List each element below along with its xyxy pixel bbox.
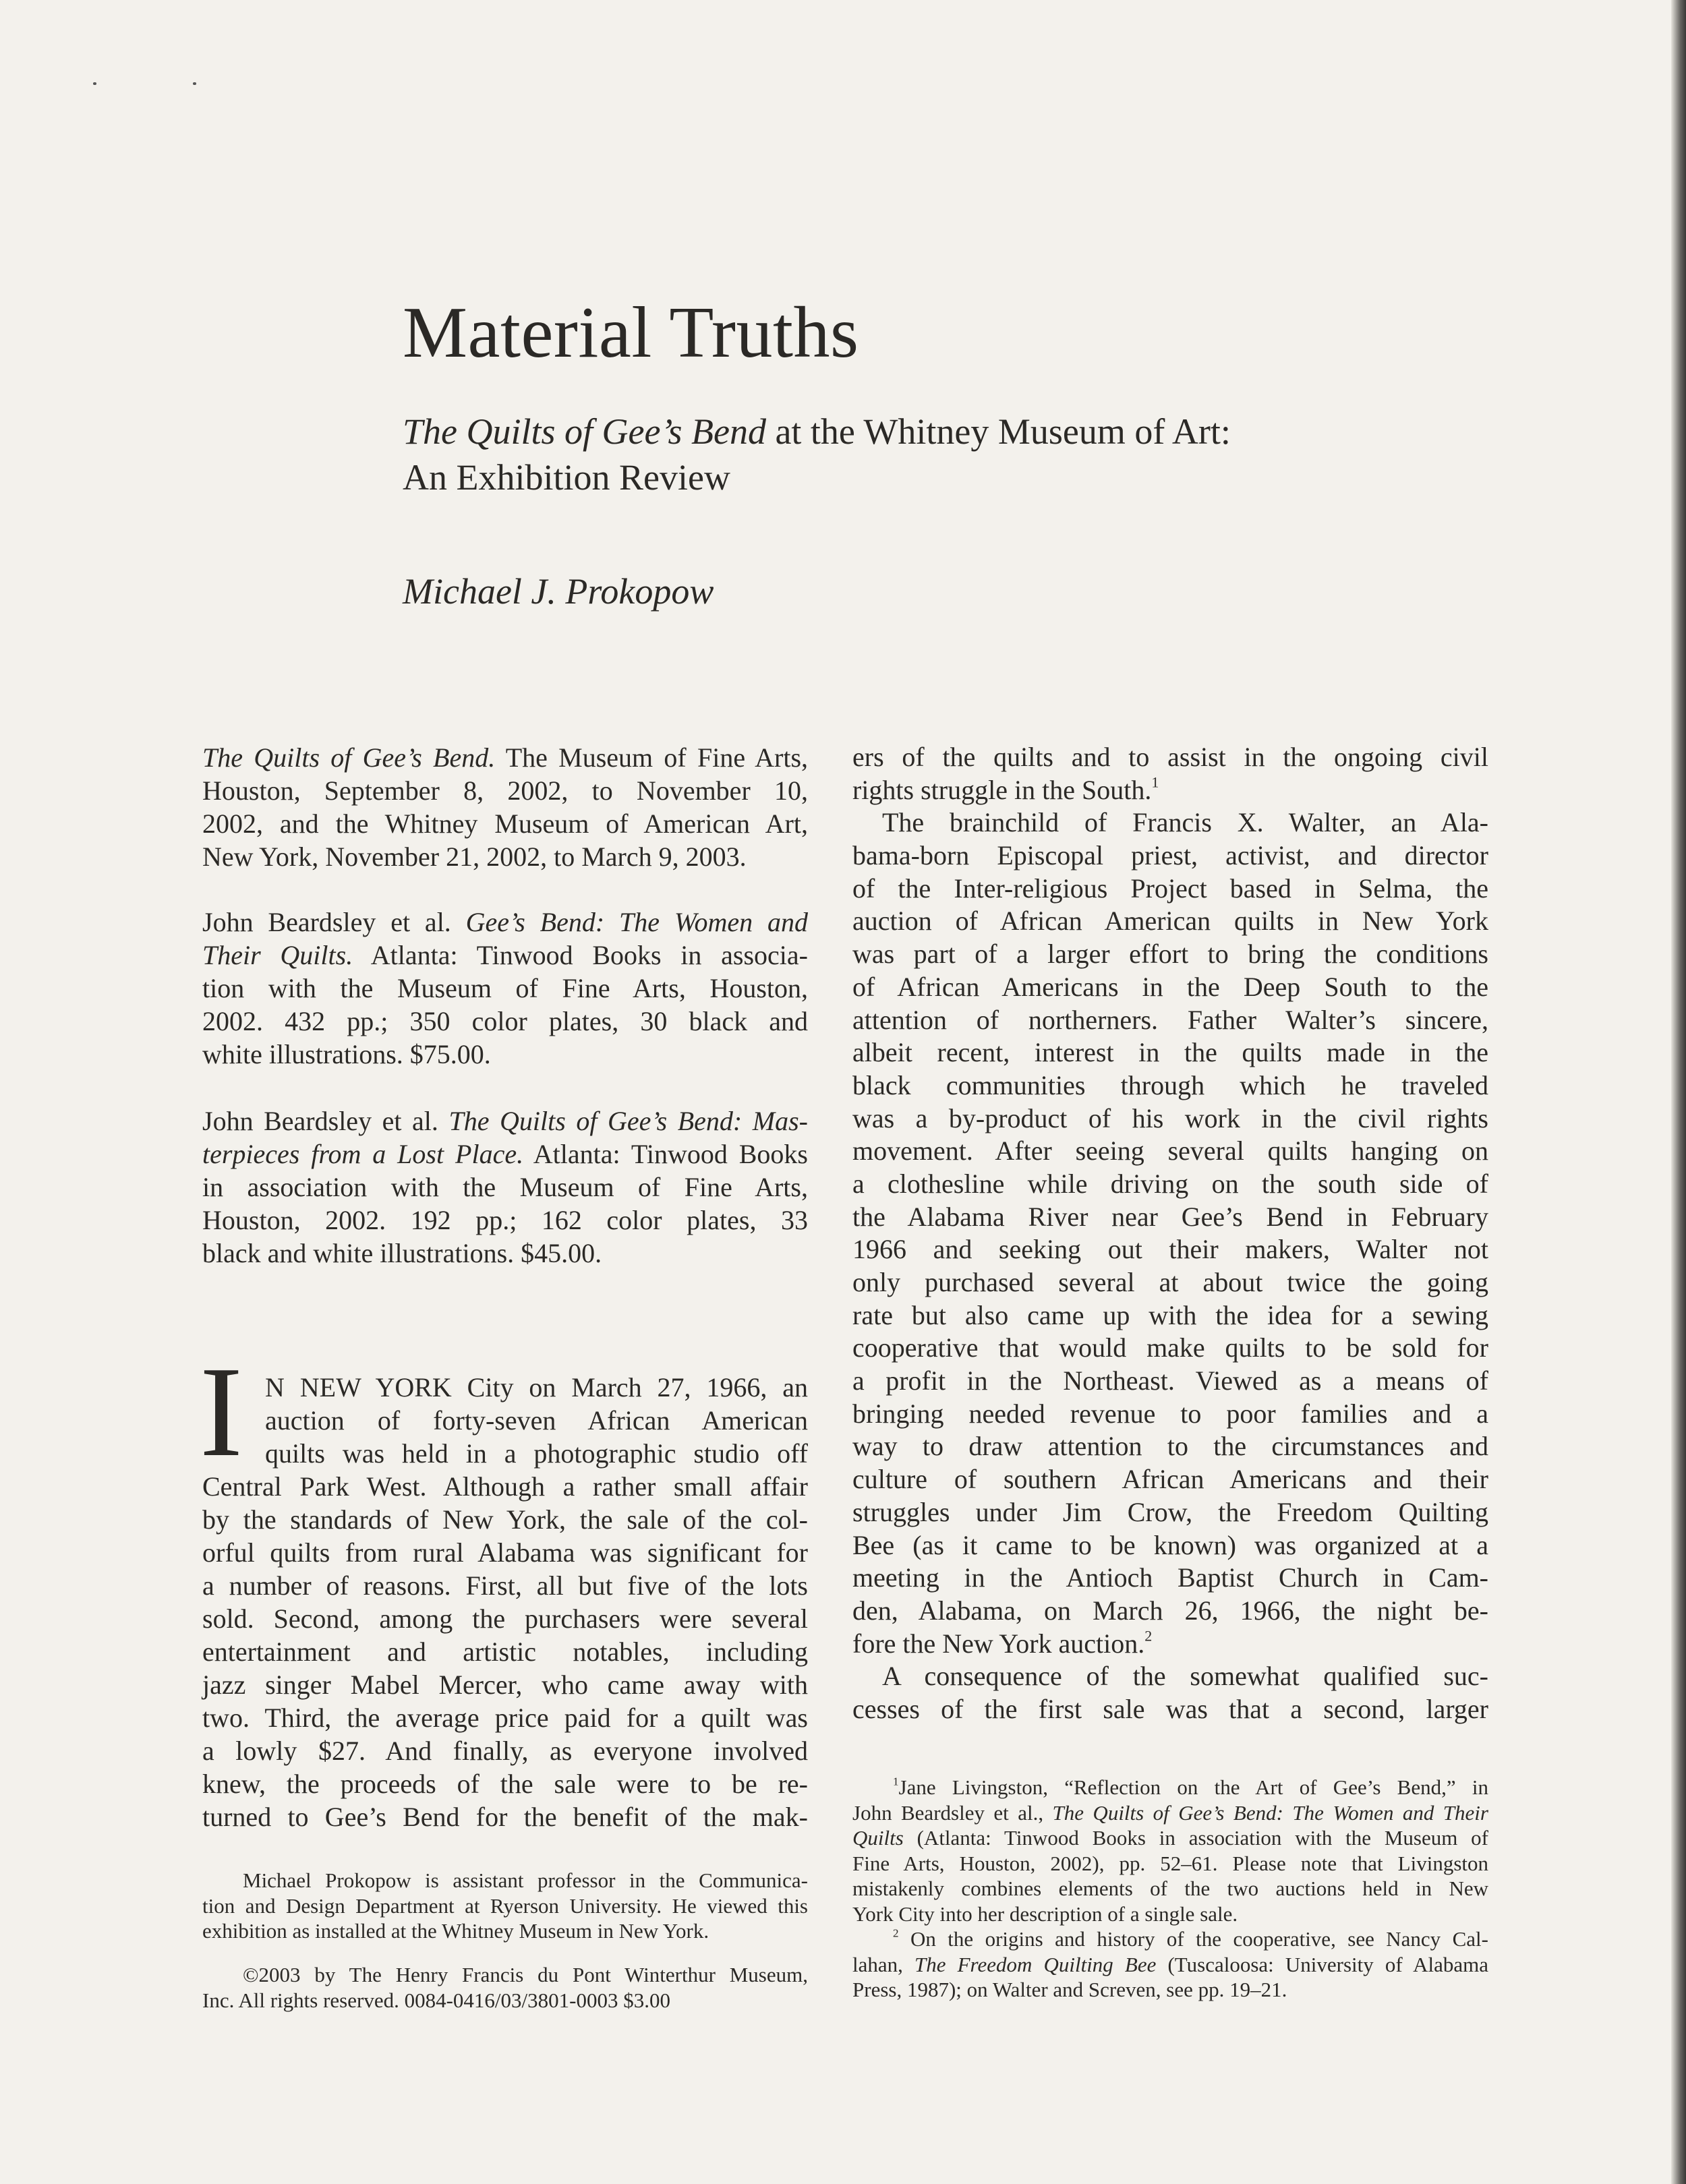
text-line: Quilts (Atlanta: Tinwood Books in association with the Museum of [852, 1826, 1488, 1850]
text-line: exhibition as installed at the Whitney Museum in New York. [202, 1919, 709, 1943]
text-line: John Beardsley et al. The Quilts of Gee’s Bend: Mas- [202, 1106, 808, 1136]
text-line: the Alabama River near Gee’s Bend in February [852, 1201, 1488, 1232]
article-title: Material Truths [403, 293, 859, 373]
text-line: bama-born Episcopal priest, activist, and director [852, 840, 1488, 871]
footnote-marker: 2 [1144, 1626, 1153, 1644]
text-line: John Beardsley et al., The Quilts of Gee’s Bend: The Women and Their [852, 1800, 1488, 1825]
text-line: auction of forty-seven African American [265, 1405, 808, 1436]
italic-text: The Quilts of Gee’s Bend: Mas- [448, 1106, 808, 1136]
text-line: black and white illustrations. $45.00. [202, 1238, 602, 1268]
body-paragraph [852, 1660, 1488, 1725]
text-line: sold. Second, among the purchasers were several [202, 1603, 808, 1634]
text-line: two. Third, the average price paid for a quilt was [202, 1703, 808, 1733]
text-line: a lowly $27. And finally, as everyone involved [202, 1736, 808, 1766]
text-line: mistakenly combines elements of the two auctions held in New [852, 1877, 1488, 1900]
text-line: only purchased several at about twice the going [852, 1267, 1488, 1297]
text-line: Inc. All rights reserved. 0084-0416/03/3801-0003 $3.00 [202, 1988, 670, 2012]
text-line: tion and Design Department at Ryerson University. He viewed this [202, 1893, 808, 1918]
text-line: auction of African American quilts in New York [852, 906, 1488, 937]
text-line: orful quilts from rural Alabama was significant for [202, 1537, 808, 1568]
text-line: in association with the Museum of Fine Arts, [202, 1172, 808, 1202]
body-paragraph-opening [202, 1371, 808, 1833]
page-edge-shadow [1671, 0, 1686, 2184]
body-paragraph [852, 741, 1488, 806]
footnote-marker: 1 [893, 1775, 899, 1788]
text-line: movement. After seeing several quilts hanging on [852, 1135, 1488, 1167]
text-line: rights struggle in the South.$^1$ [852, 773, 1159, 805]
text-line: struggles under Jim Crow, the Freedom Quilting [852, 1496, 1488, 1527]
text-line: A consequence of the somewhat qualified suc- [882, 1661, 1488, 1692]
text-line: $^2$ On the origins and history of the cooperative, see Nancy Cal- [893, 1926, 1488, 1951]
text-line: fore the New York auction.$^2$ [852, 1626, 1153, 1659]
text-line: den, Alabama, on March 26, 1966, the night be- [852, 1595, 1488, 1626]
text-line: entertainment and artistic notables, including [202, 1636, 808, 1667]
italic-text: terpieces from a Lost Place. [202, 1139, 524, 1169]
text-line: culture of southern African Americans and their [852, 1464, 1488, 1495]
text-line: cooperative that would make quilts to be sold for [852, 1332, 1488, 1363]
text-line: Michael Prokopow is assistant professor in the Communica- [243, 1868, 808, 1892]
text-line: way to draw attention to the circumstances and [852, 1431, 1488, 1462]
text-line: lahan, The Freedom Quilting Bee (Tuscaloosa: University of Alabama [852, 1952, 1488, 1976]
text-line: turned to Gee’s Bend for the benefit of the mak- [202, 1802, 808, 1832]
text-line: 2002, and the Whitney Museum of American Art, [202, 808, 808, 839]
copyright-notice [202, 1962, 808, 2013]
text-line: Houston, 2002. 192 pp.; 162 color plates, 33 [202, 1205, 808, 1235]
footnote-marker: 1 [1151, 773, 1159, 791]
footnote-1 [852, 1775, 1488, 1926]
text-line: a number of reasons. First, all but five of the lots [202, 1570, 808, 1601]
text-line: attention of northerners. Father Walter’s sincere, [852, 1004, 1488, 1035]
text-line: $^1$Jane Livingston, “Reflection on the Art of Gee’s Bend,” in [893, 1775, 1488, 1799]
article-subtitle [403, 409, 1231, 500]
italic-text: The Freedom Quilting Bee [914, 1952, 1157, 1976]
scan-speck [93, 82, 96, 85]
italic-text: The Quilts of Gee’s Bend [403, 411, 766, 452]
text-line: The brainchild of Francis X. Walter, an Ala- [882, 807, 1488, 838]
text-line: bringing needed revenue to poor families and a [852, 1398, 1488, 1429]
text-line: a profit in the Northeast. Viewed as a means of [852, 1365, 1488, 1396]
text-line: John Beardsley et al. Gee’s Bend: The Women and [202, 907, 808, 937]
text-line: was a by-product of his work in the civil rights [852, 1102, 1488, 1133]
text-line: quilts was held in a photographic studio off [265, 1438, 808, 1469]
italic-text: Quilts [852, 1826, 904, 1850]
body-paragraph [852, 806, 1488, 1660]
italic-text: The Quilts of Gee’s Bend. [202, 742, 496, 773]
text-line: black communities through which he traveled [852, 1069, 1488, 1100]
citation-book-masterpieces [202, 1104, 808, 1270]
text-line: Their Quilts. Atlanta: Tinwood Books in associa- [202, 940, 808, 970]
drop-cap: I [200, 1340, 243, 1483]
author-bio-note [202, 1868, 808, 1944]
text-line: knew, the proceeds of the sale were to be re- [202, 1769, 808, 1799]
text-line: a clothesline while driving on the south side of [852, 1168, 1488, 1199]
text-line: tion with the Museum of Fine Arts, Houston, [202, 973, 808, 1003]
citation-exhibition [202, 741, 808, 873]
text-line: by the standards of New York, the sale of the col- [202, 1504, 808, 1535]
text-line: Press, 1987); on Walter and Screven, see pp. 19–21. [852, 1978, 1287, 2001]
text-line: rate but also came up with the idea for a sewing [852, 1299, 1488, 1330]
text-line: Bee (as it came to be known) was organized at a [852, 1529, 1488, 1560]
text-line: of the Inter-religious Project based in Selma, the [852, 873, 1488, 904]
italic-text: Their Quilts. [202, 940, 353, 970]
text-line: Central Park West. Although a rather small affair [202, 1471, 808, 1502]
text-line: The Quilts of Gee’s Bend. The Museum of Fine Arts, [202, 742, 809, 773]
text-line: of African Americans in the Deep South to the [852, 971, 1488, 1002]
text-line: ©2003 by The Henry Francis du Pont Winterthur Museum, [243, 1963, 808, 1986]
text-line: 2002. 432 pp.; 350 color plates, 30 black and [202, 1006, 808, 1036]
text-line: York City into her description of a single sale. [852, 1901, 1238, 1926]
text-line: New York, November 21, 2002, to March 9, 2003. [202, 842, 747, 872]
text-line: Fine Arts, Houston, 2002), pp. 52–61. Please note that Livingston [852, 1851, 1488, 1875]
text-line: was part of a larger effort to bring the conditions [852, 939, 1488, 970]
text-line: albeit recent, interest in the quilts made in the [852, 1037, 1488, 1068]
text-line: Houston, September 8, 2002, to November 10, [202, 775, 808, 806]
scan-speck [193, 82, 196, 85]
italic-text: Gee’s Bend: The Women and [465, 907, 808, 937]
text-line: cesses of the first sale was that a second, larger [852, 1693, 1488, 1724]
footnote-2 [852, 1926, 1488, 2003]
right-column-body [852, 741, 1488, 1726]
author-byline: Michael J. Prokopow [403, 571, 714, 612]
text-line: meeting in the Antioch Baptist Church in Cam- [852, 1562, 1488, 1593]
text-line: An Exhibition Review [403, 457, 730, 498]
text-line: N NEW YORK City on March 27, 1966, an [265, 1372, 808, 1403]
italic-text: The Quilts of Gee’s Bend: The Women and Their [1052, 1800, 1488, 1825]
text-line: The Quilts of Gee’s Bend at the Whitney Museum of Art: [403, 411, 1231, 452]
citation-book-women [202, 906, 808, 1071]
text-line: white illustrations. $75.00. [202, 1039, 491, 1069]
text-line: 1966 and seeking out their makers, Walter not [852, 1234, 1488, 1265]
text-line: jazz singer Mabel Mercer, who came away with [202, 1670, 808, 1700]
footnote-marker: 2 [893, 1926, 899, 1940]
text-line: terpieces from a Lost Place. Atlanta: Tinwood Books [202, 1139, 808, 1169]
text-line: ers of the quilts and to assist in the ongoing civil [852, 742, 1488, 772]
